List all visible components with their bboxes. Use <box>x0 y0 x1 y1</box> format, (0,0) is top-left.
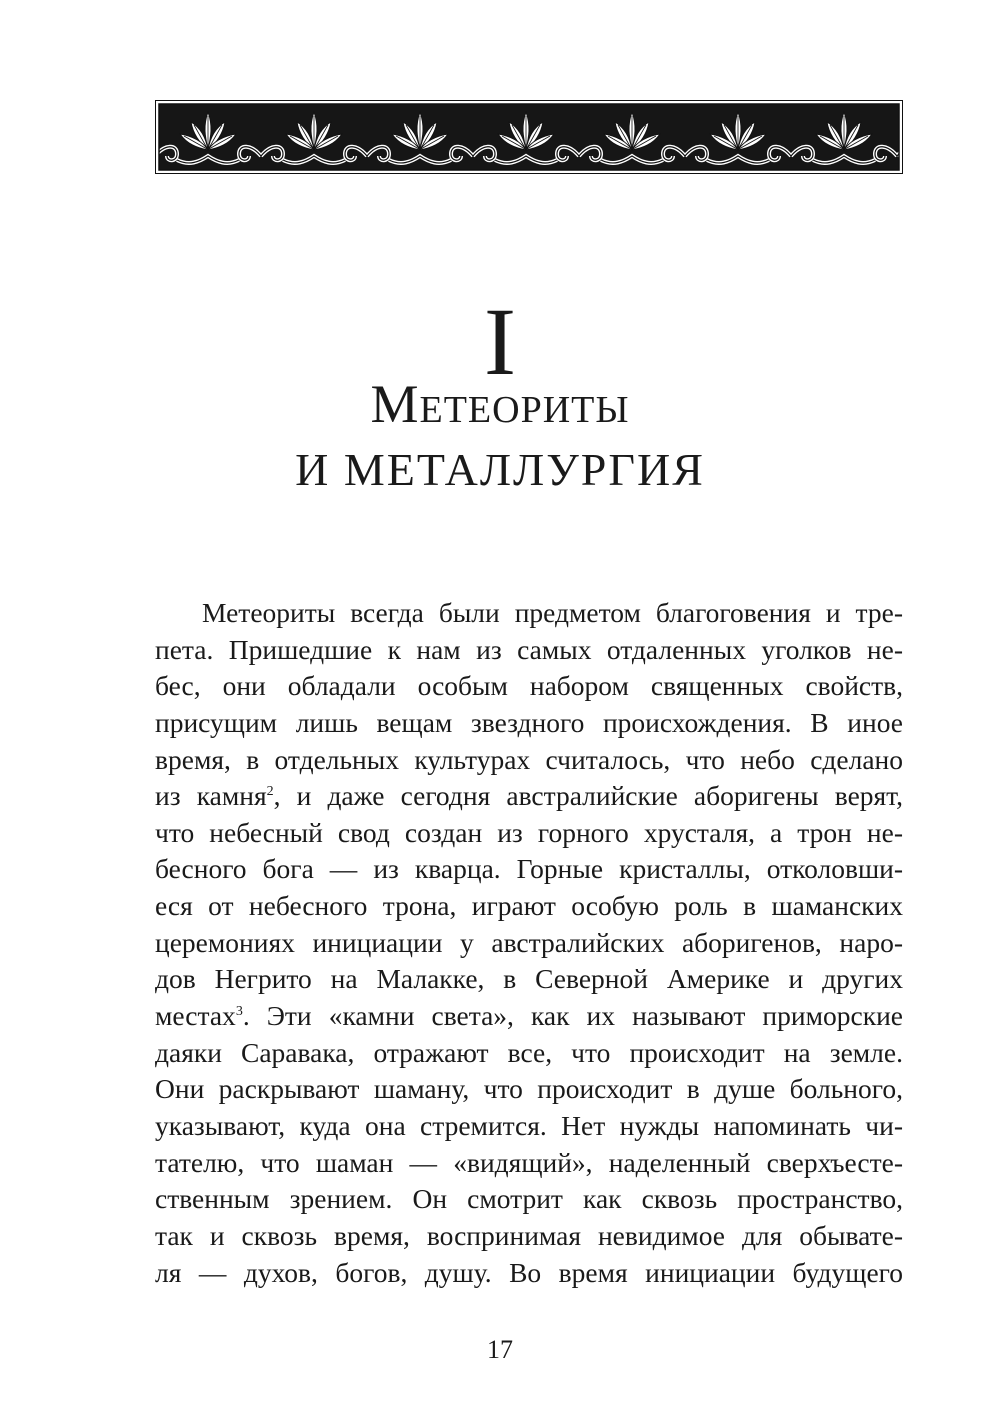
chapter-title-line1: Метеориты <box>370 374 630 434</box>
body-text <box>155 595 903 1291</box>
text-line: церемониях инициации у австралийских аборигенов, наро- <box>155 926 903 958</box>
text-line: что небесный свод создан из горного хрусталя, а трон не- <box>155 816 903 848</box>
text-segment: , и даже сегодня австралийские аборигены верят, <box>273 780 903 812</box>
ornament-header-icon <box>155 100 903 174</box>
footnote-ref: 2 <box>266 784 274 800</box>
text-line: ственным зрением. Он смотрит как сквозь пространство, <box>155 1183 903 1215</box>
chapter-number: I <box>484 288 516 395</box>
text-line: даяки Саравака, отражают все, что происходит на земле. <box>155 1036 903 1068</box>
text-line: Метеориты всегда были предметом благоговения и тре- <box>202 597 903 628</box>
text-line: время, в отдельных культурах считалось, что небо сделано <box>155 743 903 775</box>
text-line <box>155 778 903 815</box>
text-line: дов Негрито на Малакке, в Северной Америке и других <box>155 963 903 995</box>
chapter-title-line2: И МЕТАЛЛУРГИЯ <box>295 444 705 495</box>
text-line: пета. Пришедшие к нам из самых отдаленных уголков не- <box>155 633 903 665</box>
text-line: ля — духов, богов, душу. Во время инициации будущего <box>155 1256 903 1288</box>
page-number: 17 <box>487 1335 513 1364</box>
text-segment: из камня <box>155 780 267 812</box>
footnote-ref: 3 <box>235 1003 243 1019</box>
text-segment: . Эти «камни света», как их называют приморские <box>242 1000 903 1032</box>
text-line: еся от небесного трона, играют особую роль в шаманских <box>155 890 903 922</box>
text-line: Они раскрывают шаману, что происходит в душе больного, <box>155 1073 903 1105</box>
text-line: так и сквозь время, воспринимая невидимое для обывате- <box>155 1219 903 1251</box>
text-line: указывают, куда она стремится. Нет нужды напоминать чи- <box>155 1109 903 1141</box>
text-line: тателю, что шаман — «видящий», наделенный сверхъесте- <box>155 1146 903 1178</box>
text-line <box>155 998 903 1035</box>
text-line: бесного бога — из кварца. Горные кристаллы, отколовши- <box>155 853 903 885</box>
text-line: присущим лишь вещам звездного происхождения. В иное <box>155 706 903 738</box>
text-segment: местах <box>155 1000 236 1032</box>
text-line: бес, они обладали особым набором священных свойств, <box>155 670 903 702</box>
